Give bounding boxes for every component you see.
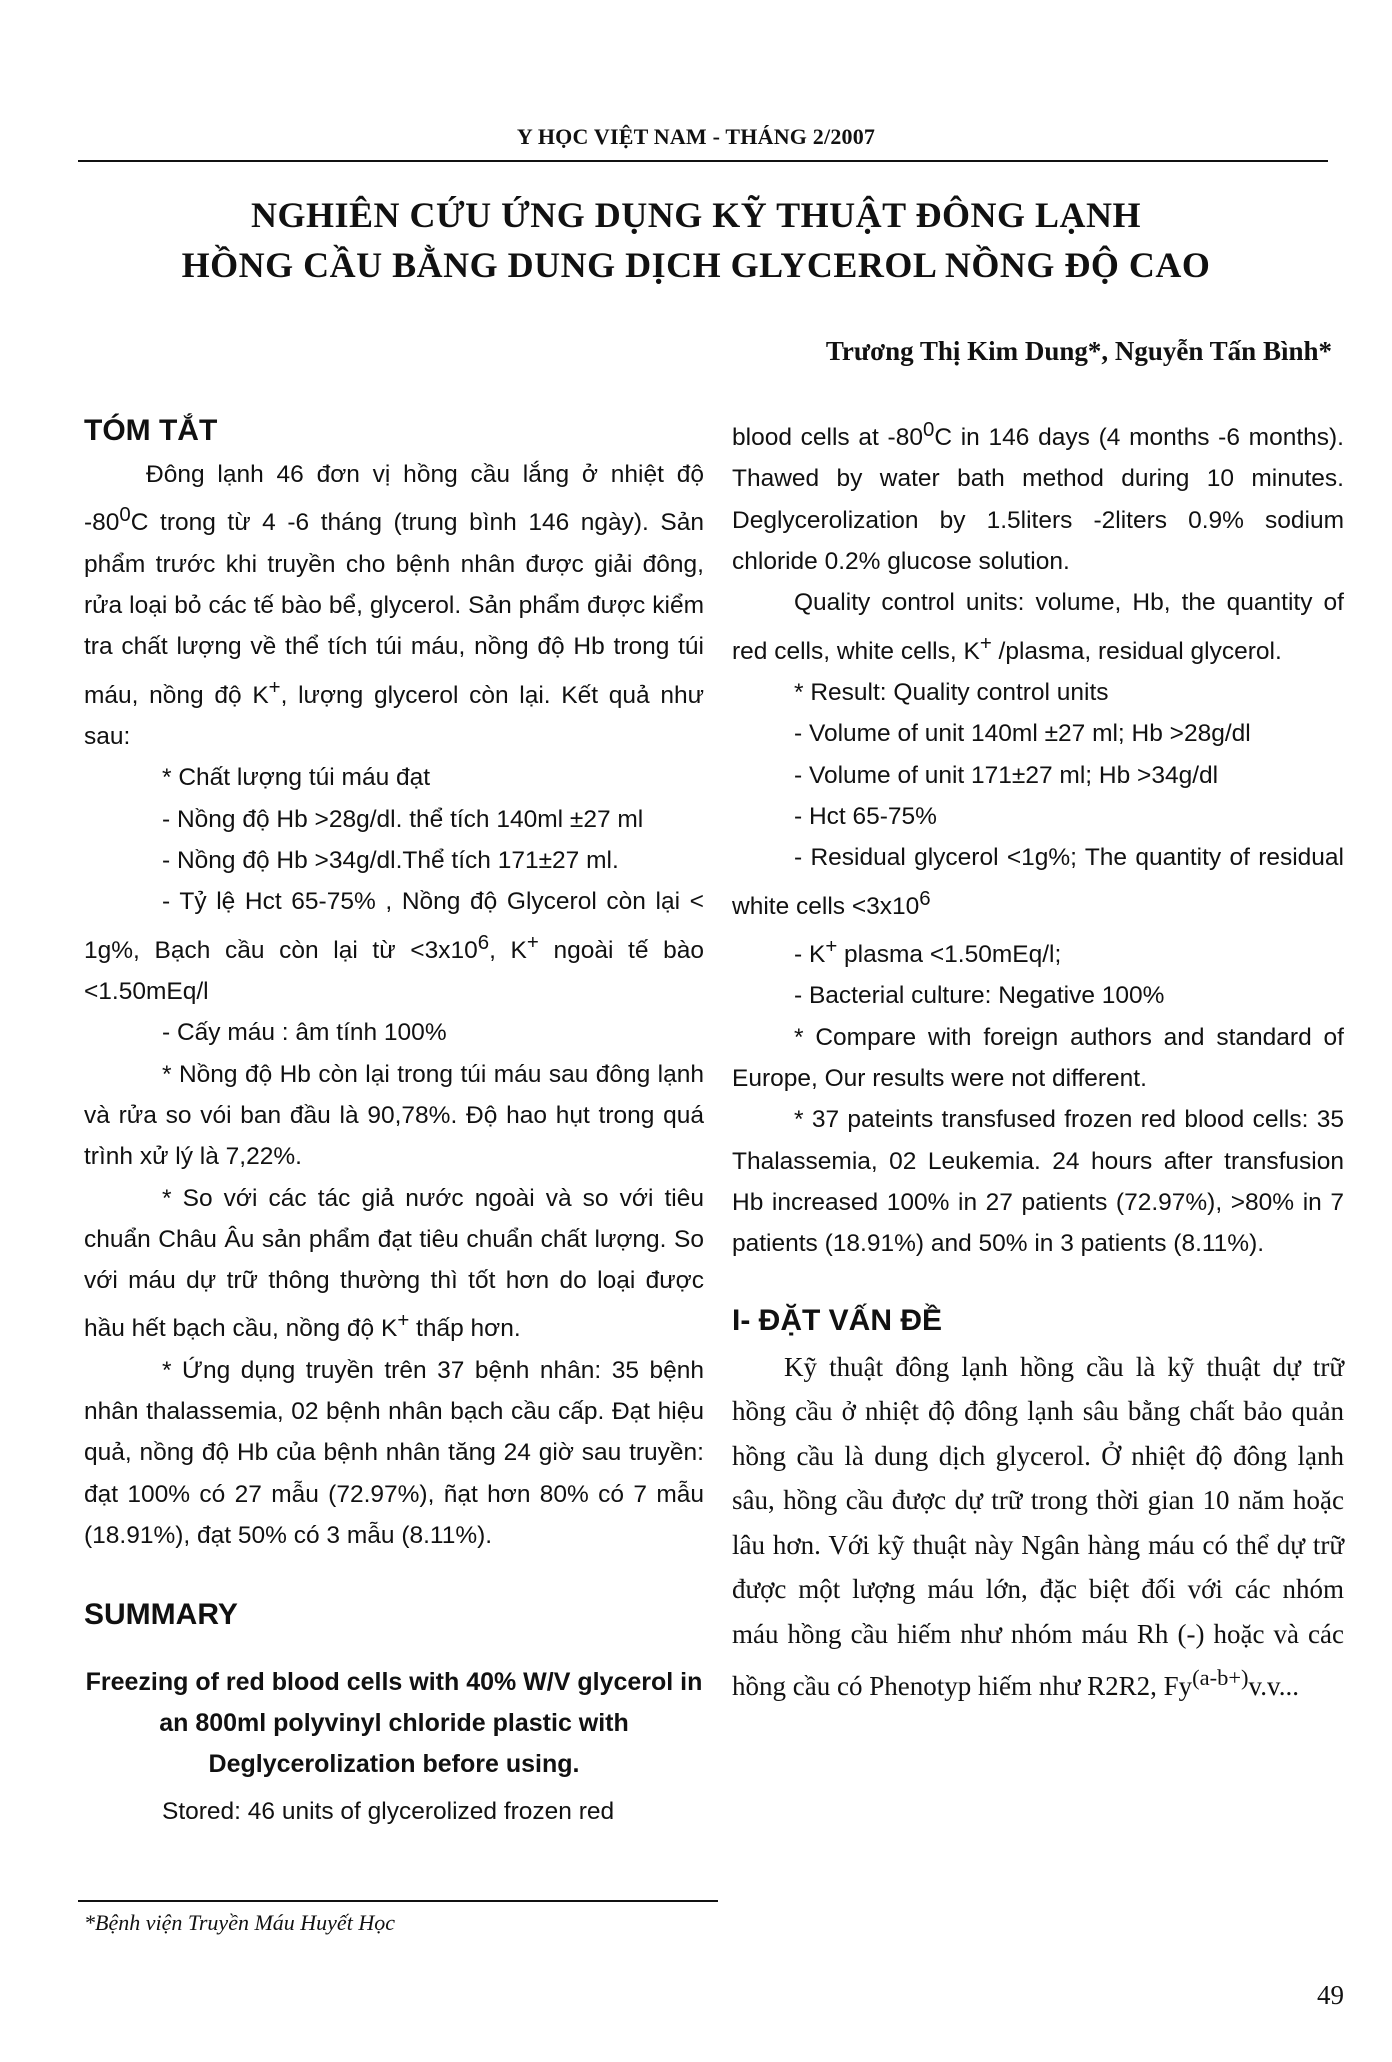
footnote: *Bệnh viện Truyền Máu Huyết Học [84, 1910, 395, 1935]
summary-result-line: - Hct 65-75% [794, 802, 937, 830]
summary-paragraph: Quality control units: volume, Hb, the quantity of red cells, white cells, K+ /plasma, residual glycerol. [732, 589, 1344, 665]
title-line-1: NGHIÊN CỨU ỨNG DỤNG KỸ THUẬT ĐÔNG LẠNH [250, 195, 1142, 235]
summary-result-line: - Residual glycerol <1g%; The quantity of residual white cells $<3x10^6$ [732, 844, 1344, 920]
summary-result-line: - Volume of unit 171±27 ml; Hb >34g/dl [794, 761, 1219, 789]
right-column [732, 410, 1344, 1709]
summary-result-line: - Volume of unit 140ml ±27 ml; Hb >28g/dl [794, 720, 1251, 748]
result-bullet: - Cấy máu : âm tính 100% [162, 1019, 447, 1047]
result-bullet: - Nồng độ Hb >34g/dl.Thể tích 171±27 ml. [162, 846, 619, 874]
tom-tat-paragraph: * Nồng độ Hb còn lại trong túi máu sau đông lạnh và rửa so vói ban đầu là 90,78%. Độ hao hụt trong quá trình xử lý là 7,22%. [84, 1060, 704, 1171]
article-title [0, 190, 1392, 290]
summary-stored: Stored: 46 units of glycerolized frozen red [162, 1797, 615, 1825]
running-header: Y HỌC VIỆT NAM - THÁNG 2/2007 [516, 124, 876, 149]
authors: Trương Thị Kim Dung*, Nguyễn Tấn Bình* [825, 336, 1332, 366]
title-line-2: HỒNG CẦU BẰNG DUNG DỊCH GLYCEROL NỒNG ĐỘ CAO [181, 245, 1211, 285]
result-bullet: - Tỷ lệ Hct 65-75% , Nồng độ Glycerol còn lại < 1g%, Bạch cầu còn lại từ $<3x10^6$, K+ ngoài tế bào <1.50mEq/l [84, 888, 704, 1006]
summary-heading: SUMMARY [84, 1598, 238, 1632]
tom-tat-paragraph: * Ứng dụng truyền trên 37 bệnh nhân: 35 bệnh nhân thalassemia, 02 bệnh nhân bạch cầu cấp. Đạt hiệu quả, nồng độ Hb của bệnh nhân tăng 24 giờ sau truyền: đạt 100% có 27 mẫu (72.97%), ñạt hơn 80% có 7 mẫu (18.91%), đạt 50% có 3 mẫu (8.11%). [84, 1356, 704, 1550]
summary-paragraph: * 37 pateints transfused frozen red blood cells: 35 Thalassemia, 02 Leukemia. 24 hours after transfusion Hb increased 100% in 27 patients (72.97%), >80% in 7 patients (18.91%) and 50% in 3 patients (8.11%). [732, 1106, 1344, 1258]
result-bullet: - Nồng độ Hb >28g/dl. thể tích 140ml ±27 ml [162, 805, 644, 833]
summary-result-line: * Result: Quality control units [794, 679, 1109, 707]
summary-title: Freezing of red blood cells with 40% W/V glycerol in an 800ml polyvinyl chloride plastic with Deglycerolization before using. [85, 1667, 703, 1778]
tom-tat-intro: Đông lạnh 46 đơn vị hồng cầu lắng ở nhiệt độ $-80^0C$ trong từ 4 -6 tháng (trung bình 146 ngày). Sản phẩm trước khi truyền cho bệnh nhân được giải đông, rửa loại bỏ các tế bào bể, glycerol. Sản phẩm được kiểm tra chất lượng về thể tích túi máu, nồng độ Hb trong túi máu, nồng độ K+, lượng glycerol còn lại. Kết quả như sau: [84, 461, 705, 751]
section-1-heading: I- ĐẶT VẤN ĐỀ [732, 1303, 942, 1337]
tom-tat-paragraph: * So với các tác giả nước ngoài và so với tiêu chuẩn Châu Âu sản phẩm đạt tiêu chuẩn chất lượng. So với máu dự trữ thông thường thì tốt hơn do loại được hầu hết bạch cầu, nồng độ K+ thấp hơn. [84, 1184, 704, 1343]
result-bullet: * Chất lượng túi máu đạt [162, 764, 431, 792]
tom-tat-heading: TÓM TẮT [84, 414, 218, 447]
footnote-rule [78, 1900, 718, 1902]
summary-paragraph: * Compare with foreign authors and standard of Europe, Our results were not different. [732, 1023, 1344, 1093]
summary-paragraph: blood cells at $-80^0C$ in 146 days (4 months -6 months). Thawed by water bath method during 10 minutes. Deglycerolization by 1.5liters -2liters 0.9% sodium chloride 0.2% glucose solution. [732, 419, 1344, 576]
summary-result-line: - Bacterial culture: Negative 100% [794, 982, 1165, 1010]
summary-result-line: - K+ plasma <1.50mEq/l; [794, 936, 1062, 969]
section-1-body: Kỹ thuật đông lạnh hồng cầu là kỹ thuật dự trữ hồng cầu ở nhiệt độ đông lạnh sâu bằng chất bảo quản hồng cầu là dung dịch glycerol. Ở nhiệt độ đông lạnh sâu, hồng cầu được dự trữ trong thời gian 10 năm hoặc lâu hơn. Với kỹ thuật này Ngân hàng máu có thể dự trữ được một lượng máu lớn, đặc biệt đối với các nhóm máu hồng cầu hiếm như nhóm máu Rh (-) hoặc và các hồng cầu có Phenotyp hiếm như R2R2, $Fy^{(a-b+)}v.v$... [732, 1351, 1344, 1702]
left-column [84, 410, 704, 1832]
page-number: 49 [1317, 1980, 1344, 2010]
header-rule [78, 160, 1328, 162]
